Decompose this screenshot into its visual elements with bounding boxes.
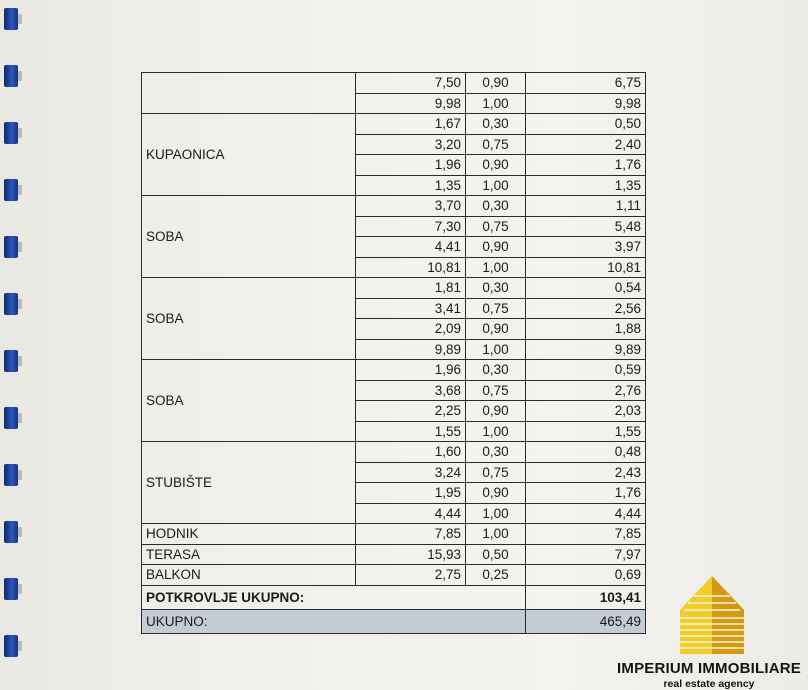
coefficient-cell: 0,30 (466, 114, 526, 135)
coefficient-cell: 1,00 (466, 257, 526, 278)
area-cell: 9,98 (526, 93, 646, 114)
room-name-cell (142, 73, 356, 114)
area-cell: 1,76 (526, 483, 646, 504)
spiral-binding (0, 0, 24, 690)
coefficient-cell: 1,00 (466, 339, 526, 360)
length-cell: 3,68 (356, 380, 466, 401)
area-table (141, 72, 646, 634)
coefficient-cell: 0,75 (466, 298, 526, 319)
table-row (142, 360, 646, 381)
area-cell: 0,48 (526, 442, 646, 463)
area-table-body (142, 73, 646, 586)
area-cell: 1,76 (526, 155, 646, 176)
length-cell: 7,50 (356, 73, 466, 94)
building-logo-icon (672, 576, 752, 654)
area-cell: 2,76 (526, 380, 646, 401)
length-cell: 2,09 (356, 319, 466, 340)
binding-ring (4, 8, 18, 30)
area-cell: 1,11 (526, 196, 646, 217)
agency-logo (610, 570, 808, 690)
area-cell: 0,69 (526, 565, 646, 586)
area-cell: 0,50 (526, 114, 646, 135)
binding-ring (4, 578, 18, 600)
area-cell: 6,75 (526, 73, 646, 94)
coefficient-cell: 0,30 (466, 196, 526, 217)
coefficient-cell: 0,25 (466, 565, 526, 586)
coefficient-cell: 1,00 (466, 524, 526, 545)
coefficient-cell: 0,90 (466, 319, 526, 340)
coefficient-cell: 0,30 (466, 442, 526, 463)
length-cell: 4,41 (356, 237, 466, 258)
binding-ring (4, 122, 18, 144)
length-cell: 1,81 (356, 278, 466, 299)
area-cell: 2,43 (526, 462, 646, 483)
agency-name: IMPERIUM IMMOBILIARE (617, 660, 801, 677)
room-name-cell: HODNIK (142, 524, 356, 545)
binding-ring (4, 407, 18, 429)
total-row (142, 609, 646, 633)
area-cell: 2,03 (526, 401, 646, 422)
room-name-cell: SOBA (142, 196, 356, 278)
total-value: 465,49 (526, 609, 646, 633)
subtotal-row (142, 585, 646, 609)
binding-ring (4, 293, 18, 315)
length-cell: 1,67 (356, 114, 466, 135)
coefficient-cell: 0,75 (466, 134, 526, 155)
area-cell: 2,56 (526, 298, 646, 319)
area-table-summary (142, 585, 646, 633)
coefficient-cell: 0,30 (466, 278, 526, 299)
area-cell: 3,97 (526, 237, 646, 258)
room-name-cell: TERASA (142, 544, 356, 565)
table-row (142, 442, 646, 463)
total-label: UKUPNO: (142, 609, 526, 633)
coefficient-cell: 1,00 (466, 421, 526, 442)
binding-ring (4, 236, 18, 258)
length-cell: 15,93 (356, 544, 466, 565)
length-cell: 2,75 (356, 565, 466, 586)
area-cell: 1,35 (526, 175, 646, 196)
coefficient-cell: 0,75 (466, 462, 526, 483)
binding-ring (4, 179, 18, 201)
length-cell: 1,35 (356, 175, 466, 196)
coefficient-cell: 0,50 (466, 544, 526, 565)
room-name-cell: SOBA (142, 278, 356, 360)
coefficient-cell: 0,30 (466, 360, 526, 381)
area-cell: 9,89 (526, 339, 646, 360)
coefficient-cell: 0,75 (466, 216, 526, 237)
length-cell: 9,89 (356, 339, 466, 360)
coefficient-cell: 0,90 (466, 73, 526, 94)
length-cell: 10,81 (356, 257, 466, 278)
agency-tagline: real estate agency (663, 678, 755, 690)
length-cell: 7,85 (356, 524, 466, 545)
binding-ring (4, 521, 18, 543)
table-row (142, 278, 646, 299)
length-cell: 9,98 (356, 93, 466, 114)
room-name-cell: BALKON (142, 565, 356, 586)
room-name-cell: STUBIŠTE (142, 442, 356, 524)
table-row (142, 544, 646, 565)
binding-ring (4, 635, 18, 657)
binding-ring (4, 464, 18, 486)
area-cell: 2,40 (526, 134, 646, 155)
table-row (142, 565, 646, 586)
coefficient-cell: 0,90 (466, 155, 526, 176)
coefficient-cell: 0,90 (466, 483, 526, 504)
area-cell: 1,55 (526, 421, 646, 442)
table-row (142, 114, 646, 135)
length-cell: 1,60 (356, 442, 466, 463)
binding-ring (4, 350, 18, 372)
length-cell: 1,96 (356, 360, 466, 381)
room-name-cell: SOBA (142, 360, 356, 442)
length-cell: 1,96 (356, 155, 466, 176)
length-cell: 3,24 (356, 462, 466, 483)
length-cell: 3,41 (356, 298, 466, 319)
length-cell: 2,25 (356, 401, 466, 422)
coefficient-cell: 0,90 (466, 401, 526, 422)
area-cell: 5,48 (526, 216, 646, 237)
area-cell: 0,54 (526, 278, 646, 299)
length-cell: 7,30 (356, 216, 466, 237)
length-cell: 3,20 (356, 134, 466, 155)
table-row (142, 524, 646, 545)
area-cell: 1,88 (526, 319, 646, 340)
area-cell: 10,81 (526, 257, 646, 278)
coefficient-cell: 1,00 (466, 503, 526, 524)
coefficient-cell: 1,00 (466, 93, 526, 114)
coefficient-cell: 0,90 (466, 237, 526, 258)
length-cell: 1,55 (356, 421, 466, 442)
subtotal-label: POTKROVLJE UKUPNO: (142, 585, 526, 609)
length-cell: 4,44 (356, 503, 466, 524)
length-cell: 3,70 (356, 196, 466, 217)
area-cell: 4,44 (526, 503, 646, 524)
table-row (142, 73, 646, 94)
coefficient-cell: 1,00 (466, 175, 526, 196)
subtotal-value: 103,41 (526, 585, 646, 609)
area-cell: 0,59 (526, 360, 646, 381)
length-cell: 1,95 (356, 483, 466, 504)
room-name-cell: KUPAONICA (142, 114, 356, 196)
coefficient-cell: 0,75 (466, 380, 526, 401)
area-cell: 7,97 (526, 544, 646, 565)
binding-ring (4, 65, 18, 87)
table-row (142, 196, 646, 217)
area-cell: 7,85 (526, 524, 646, 545)
